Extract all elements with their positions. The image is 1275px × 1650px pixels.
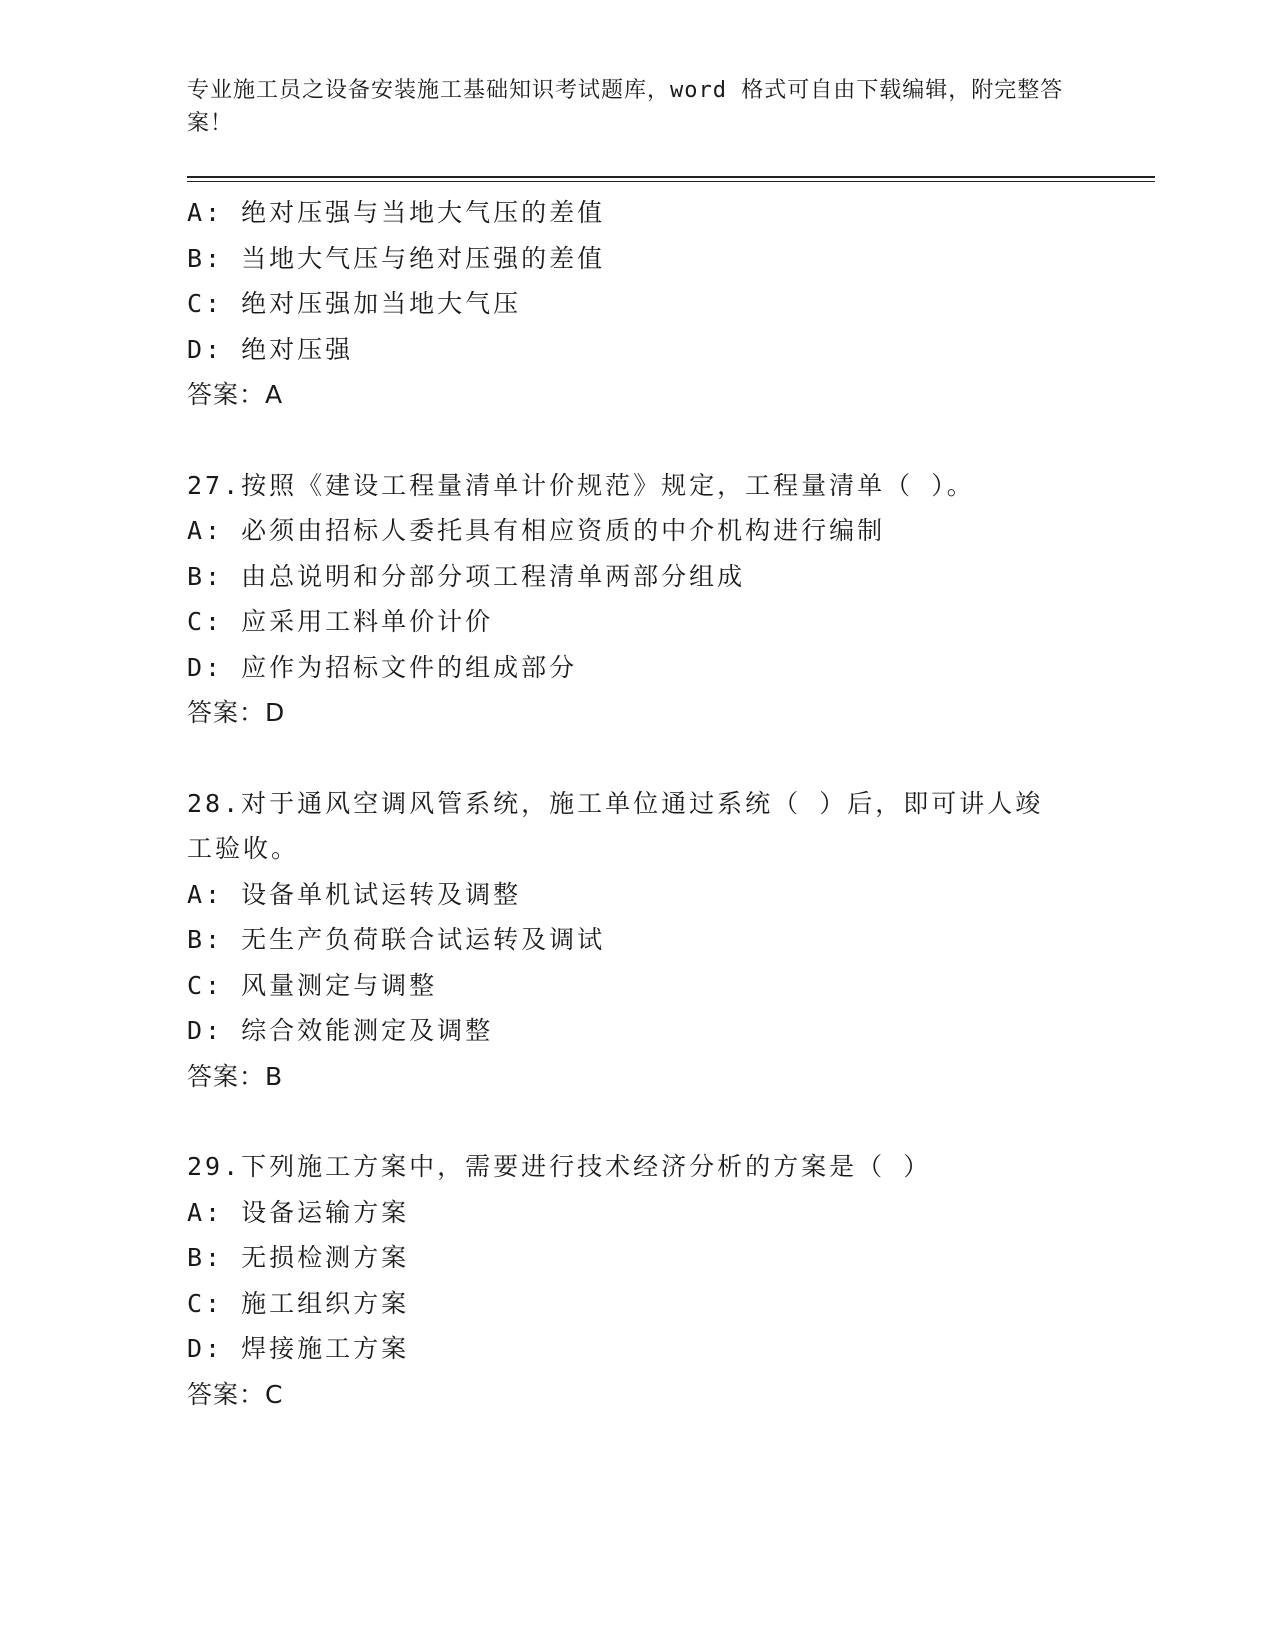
option-c: C: 绝对压强加当地大气压 — [187, 289, 522, 318]
question-text: 28.对于通风空调风管系统，施工单位通过系统（ ）后，即可讲人竣工验收。 — [187, 788, 1044, 863]
question-block-28 — [187, 781, 1087, 1100]
question-block-27 — [187, 463, 1087, 736]
option-c: C: 风量测定与调整 — [187, 970, 438, 1000]
question-list — [187, 190, 1087, 1417]
answer-line: 答案：D — [187, 698, 286, 727]
answer-line: 答案：C — [187, 1379, 284, 1409]
spacer — [187, 1099, 1087, 1144]
spacer — [187, 418, 1087, 463]
option-a: A: 设备单机试运转及调整 — [187, 879, 522, 909]
option-d: D: 应作为招标文件的组成部分 — [187, 652, 578, 682]
option-b: B: 当地大气压与绝对压强的差值 — [187, 243, 606, 273]
option-a: A: 设备运输方案 — [187, 1197, 410, 1227]
option-b: B: 无损检测方案 — [187, 1243, 410, 1272]
option-d: D: 绝对压强 — [187, 334, 354, 364]
option-a: A: 绝对压强与当地大气压的差值 — [187, 198, 606, 227]
option-d: D: 综合效能测定及调整 — [187, 1016, 494, 1045]
option-c: C: 应采用工料单价计价 — [187, 607, 494, 636]
spacer — [187, 736, 1087, 781]
question-text: 29.下列施工方案中，需要进行技术经济分析的方案是（ ） — [187, 1152, 932, 1181]
question-block-29 — [187, 1144, 1087, 1417]
answer-line: 答案：A — [187, 380, 284, 409]
question-text: 27.按照《建设工程量清单计价规范》规定，工程量清单（ ）。 — [187, 470, 975, 500]
question-block-26-continuation — [187, 190, 1087, 418]
option-c: C: 施工组织方案 — [187, 1288, 410, 1318]
option-b: B: 无生产负荷联合试运转及调试 — [187, 925, 606, 954]
answer-line: 答案：B — [187, 1061, 284, 1091]
header-divider — [187, 176, 1155, 182]
option-b: B: 由总说明和分部分项工程清单两部分组成 — [187, 561, 746, 591]
option-a: A: 必须由招标人委托具有相应资质的中介机构进行编制 — [187, 516, 886, 545]
option-d: D: 焊接施工方案 — [187, 1334, 410, 1363]
document-header: 专业施工员之设备安装施工基础知识考试题库，word 格式可自由下载编辑，附完整答案！ — [187, 78, 1064, 136]
